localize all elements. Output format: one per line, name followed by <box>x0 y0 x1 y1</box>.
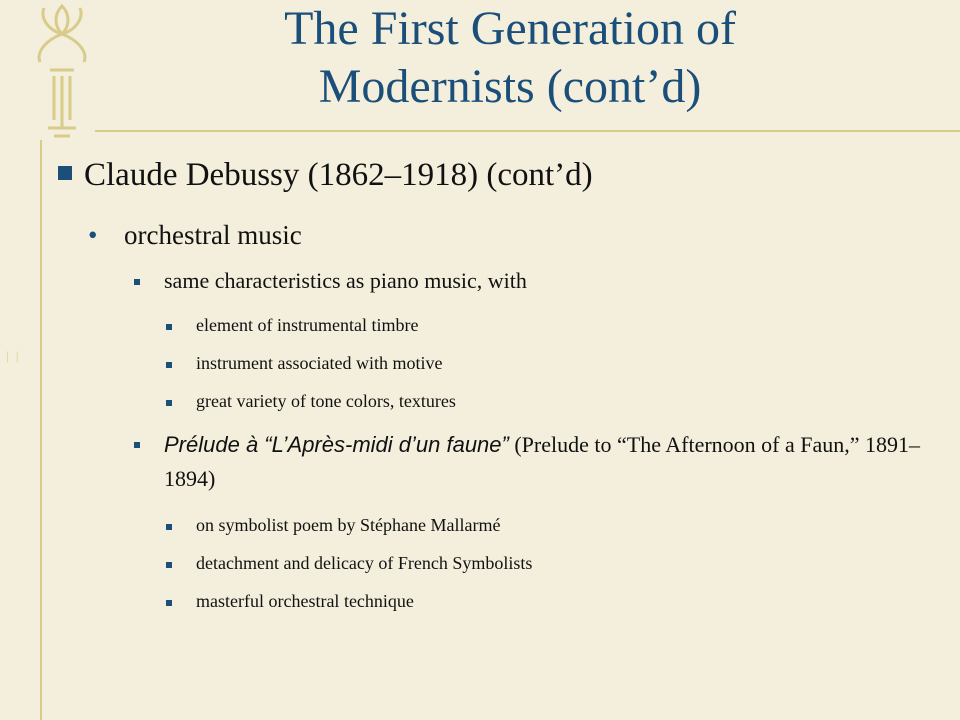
bullet-level-2 <box>88 220 302 251</box>
square-bullet-icon <box>166 324 172 330</box>
square-bullet-icon <box>166 400 172 406</box>
bullet-text: element of instrumental timbre <box>196 315 419 335</box>
slide-title <box>130 0 890 116</box>
bullet-text: on symbolist poem by Stéphane Mallarmé <box>196 515 501 535</box>
square-bullet-icon <box>58 166 72 180</box>
bullet-text: detachment and delicacy of French Symbolists <box>196 553 533 573</box>
vertical-divider <box>40 140 42 720</box>
square-bullet-icon <box>166 600 172 606</box>
square-bullet-icon <box>134 442 140 448</box>
bullet-text: Claude Debussy (1862–1918) (cont’d) <box>84 157 593 193</box>
title-line-1: The First Generation of <box>284 2 736 55</box>
square-bullet-icon <box>166 362 172 368</box>
square-bullet-icon <box>134 279 140 285</box>
square-bullet-icon <box>166 524 172 530</box>
bullet-text: great variety of tone colors, textures <box>196 391 456 411</box>
bullet-text: orchestral music <box>124 220 302 250</box>
title-line-2: Modernists (cont’d) <box>318 60 702 113</box>
title-divider <box>95 130 960 132</box>
fleur-ornament-icon <box>28 0 96 150</box>
work-description: (Prelude to “The Afternoon of a Faun,” 1891–1894) <box>164 432 921 491</box>
bullet-text: instrument associated with motive <box>196 353 443 373</box>
square-bullet-icon <box>166 562 172 568</box>
bullet-text: masterful orchestral technique <box>196 591 414 611</box>
bullet-level-3-work <box>130 428 930 496</box>
work-title: Prélude à “L’Après-midi d’un faune” <box>164 432 509 457</box>
side-marker: | | <box>6 348 21 363</box>
bullet-text: same characteristics as piano music, with <box>164 268 527 293</box>
bullet-level-1 <box>58 157 593 194</box>
dot-bullet-icon: • <box>88 220 98 250</box>
